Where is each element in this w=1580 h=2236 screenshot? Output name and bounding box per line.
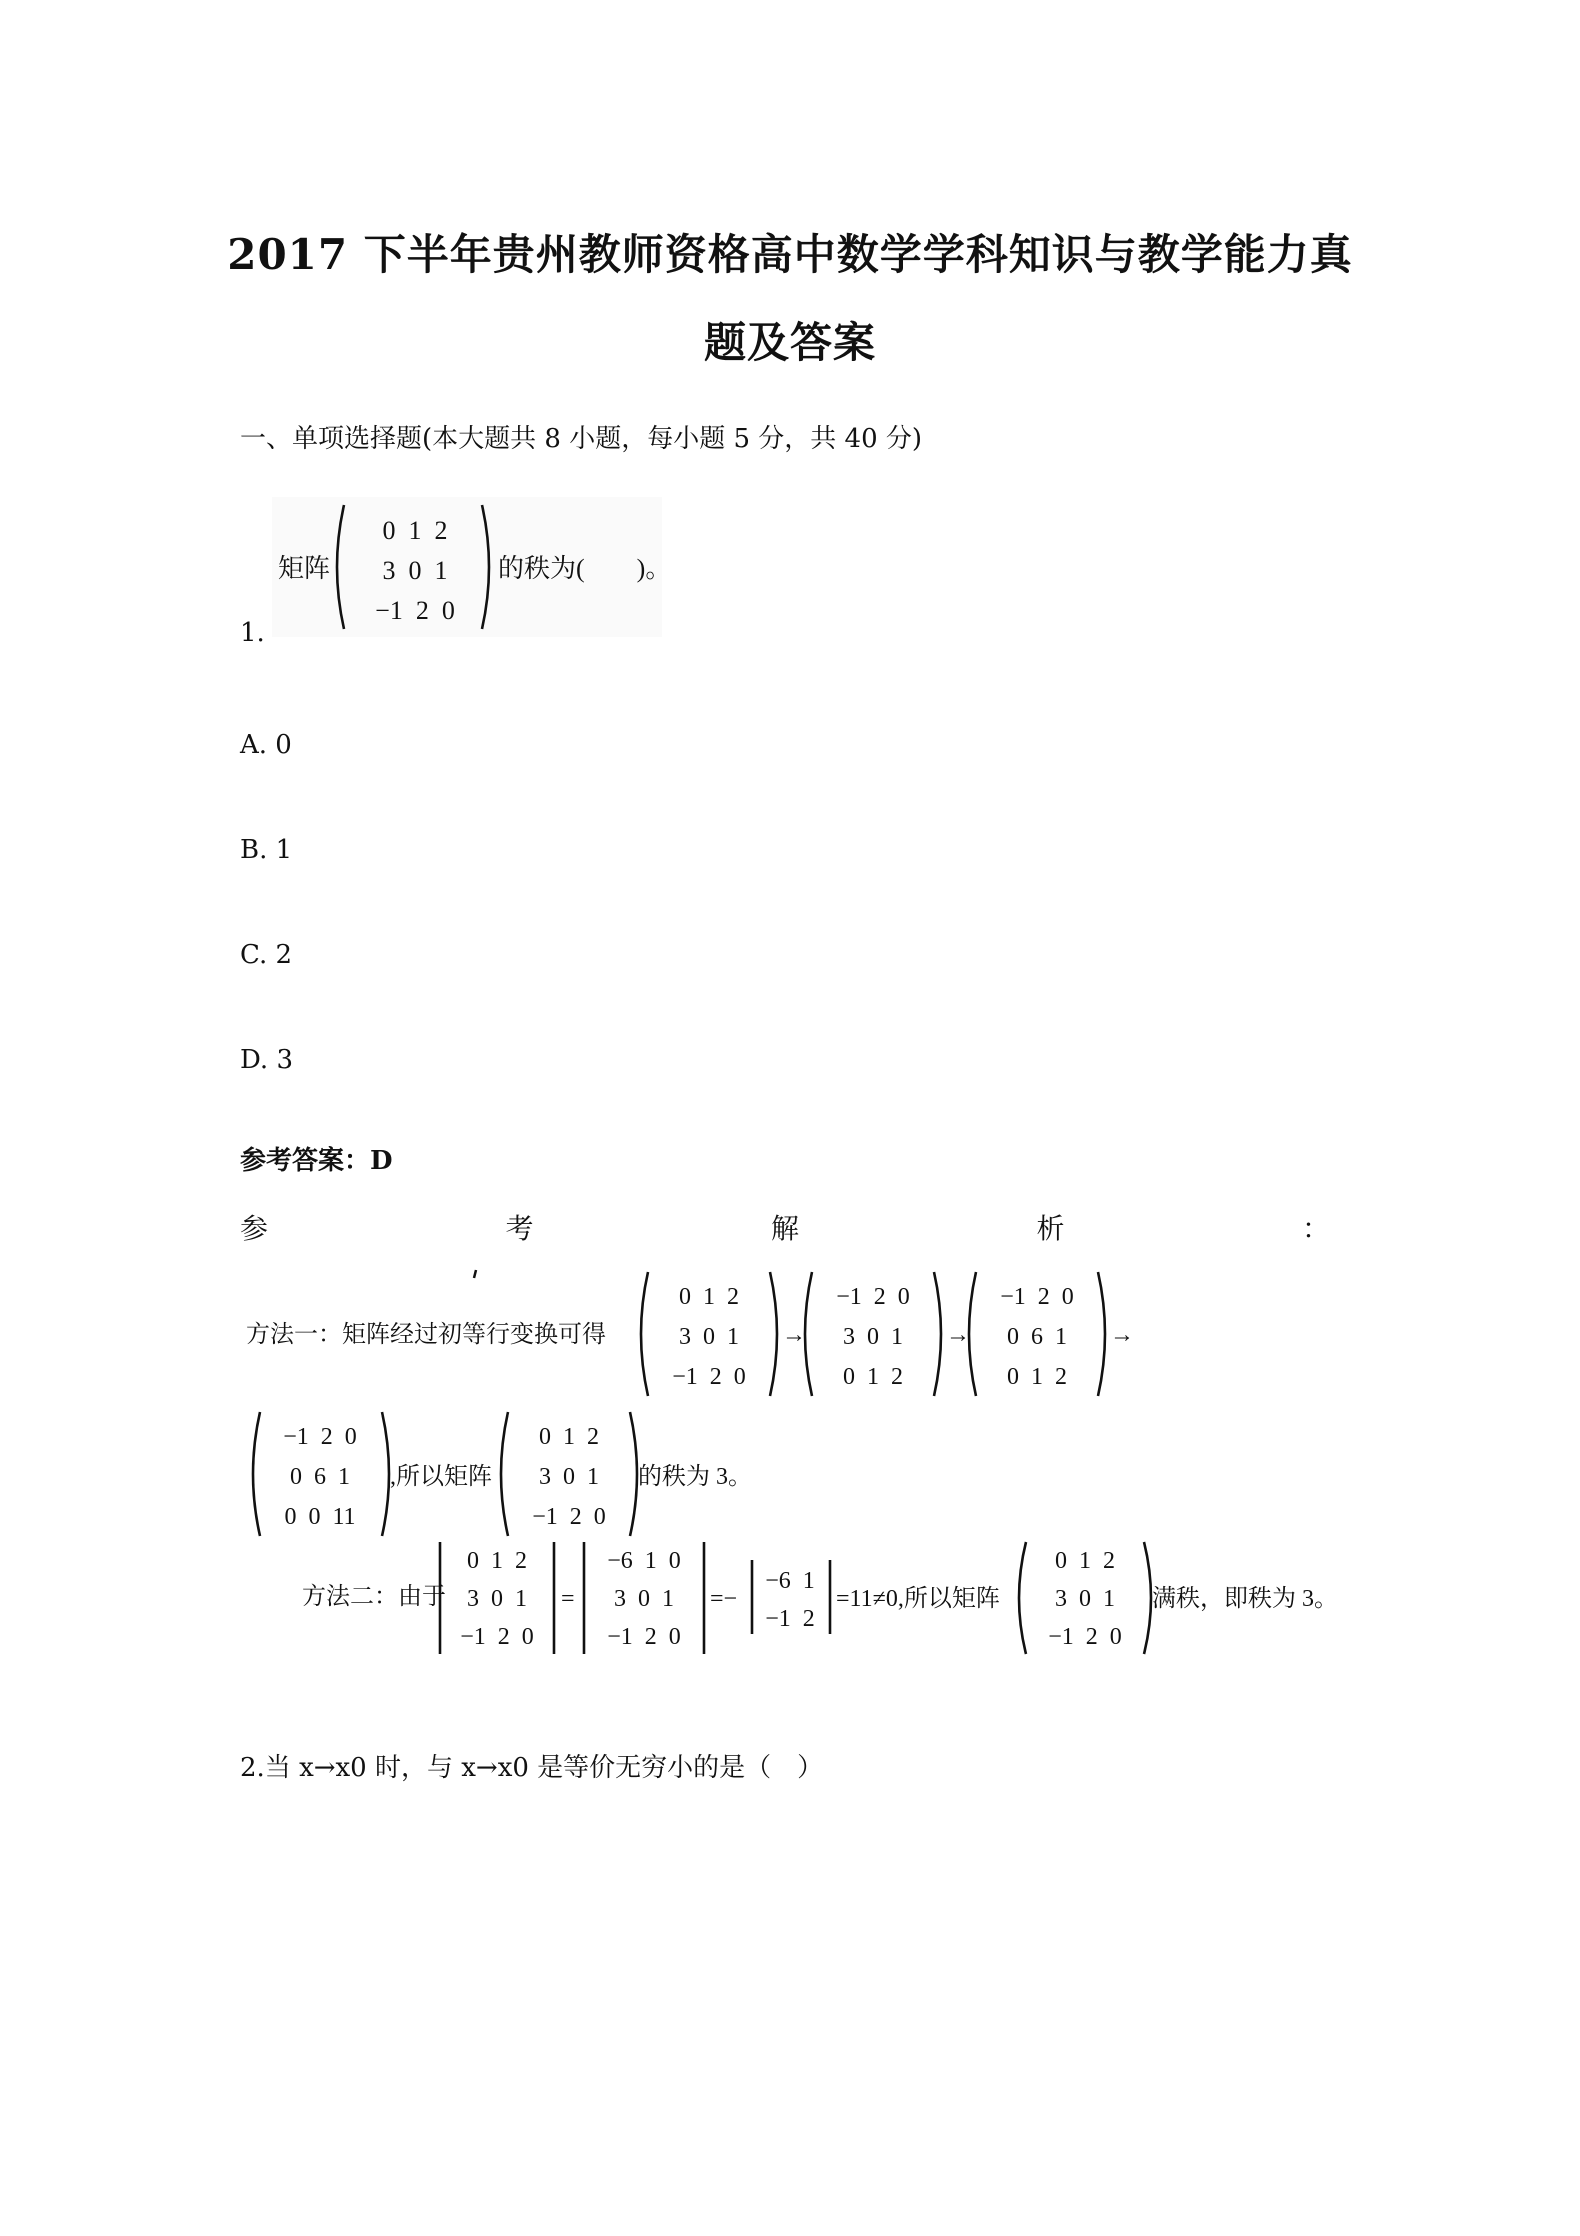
m6-row: 3 0 1 (1055, 1586, 1115, 1612)
document-title-line1: 2017 下半年贵州教师资格高中数学学科知识与教学能力真 (227, 230, 1353, 279)
section-heading: 一、单项选择题(本大题共 8 小题，每小题 5 分，共 40 分) (240, 424, 923, 454)
equals-sign: = (561, 1586, 575, 1612)
m6-row: 0 1 2 (1055, 1548, 1115, 1574)
transform-arrow: → (1110, 1322, 1134, 1348)
analysis-char: 考 (505, 1212, 534, 1245)
equals-negative: =− (710, 1586, 738, 1612)
option-c: C. 2 (240, 940, 293, 970)
m1-left-bracket (641, 1272, 648, 1396)
method1-label: 方法一：矩阵经过初等行变换可得 (246, 1322, 606, 1348)
m6-left-bracket (1019, 1542, 1026, 1654)
d1-row: 0 1 2 (467, 1548, 527, 1574)
analysis-heading (240, 1207, 1330, 1247)
m3-row: 0 6 1 (1007, 1324, 1067, 1350)
m2-right-bracket (934, 1272, 941, 1396)
m1-row: −1 2 0 (672, 1364, 746, 1390)
full-rank-text: 满秩，即秩为 3。 (1152, 1586, 1338, 1612)
m5-row: 0 1 2 (539, 1424, 599, 1450)
m5-row: 3 0 1 (539, 1464, 599, 1490)
d3-row: −6 1 (765, 1568, 815, 1594)
option-b: B. 1 (240, 835, 293, 865)
d2-row: 3 0 1 (614, 1586, 674, 1612)
analysis-char: 析 (1036, 1212, 1065, 1245)
option-d: D. 3 (240, 1045, 293, 1075)
m3-left-bracket (969, 1272, 976, 1396)
d2-row: −6 1 0 (607, 1548, 681, 1574)
q1-matrix-row: 3 0 1 (382, 556, 448, 585)
m5-right-bracket (630, 1412, 637, 1536)
so-matrix-text: ,所以矩阵 (390, 1464, 492, 1490)
m3-row: −1 2 0 (1000, 1284, 1074, 1310)
m2-row: −1 2 0 (836, 1284, 910, 1310)
analysis-char: 解 (770, 1212, 799, 1245)
question2-text: 2.当 x→x0 时，与 x→x0 是等价无穷小的是（ ） (240, 1753, 824, 1783)
m1-row: 3 0 1 (679, 1324, 739, 1350)
m4-right-bracket (382, 1412, 389, 1536)
d1-row: −1 2 0 (460, 1624, 534, 1650)
m6-row: −1 2 0 (1048, 1624, 1122, 1650)
reference-answer: 参考答案：D (240, 1146, 393, 1176)
solution-figure (240, 1262, 1340, 1662)
transform-arrow: → (782, 1322, 806, 1348)
d2-row: −1 2 0 (607, 1624, 681, 1650)
result-text: =11≠0,所以矩阵 (836, 1586, 1000, 1612)
d1-row: 3 0 1 (467, 1586, 527, 1612)
m5-left-bracket (501, 1412, 508, 1536)
rank-text: 的秩为 3。 (638, 1464, 752, 1490)
q1-matrix-row: 0 1 2 (382, 516, 448, 545)
question1-number: 1. (240, 618, 265, 648)
m4-left-bracket (253, 1412, 260, 1536)
stray-mark (474, 1270, 476, 1278)
m4-row: 0 0 11 (284, 1504, 356, 1530)
option-a: A. 0 (240, 730, 292, 760)
m4-row: 0 6 1 (290, 1464, 350, 1490)
question1-matrix-figure (272, 497, 672, 637)
m5-row: −1 2 0 (532, 1504, 606, 1530)
d3-row: −1 2 (765, 1606, 815, 1632)
document-title-line2: 题及答案 (703, 318, 876, 367)
q1-prefix-text: 矩阵 (278, 554, 331, 583)
m3-row: 0 1 2 (1007, 1364, 1067, 1390)
m6-right-bracket (1144, 1542, 1151, 1654)
analysis-char: ： (1301, 1212, 1330, 1245)
transform-arrow: → (946, 1322, 970, 1348)
m3-right-bracket (1098, 1272, 1105, 1396)
m2-row: 0 1 2 (843, 1364, 903, 1390)
analysis-char: 参 (240, 1212, 269, 1245)
m4-row: −1 2 0 (283, 1424, 357, 1450)
m1-right-bracket (770, 1272, 777, 1396)
q1-suffix-text: 的秩为( )。 (498, 554, 672, 583)
q1-matrix-row: −1 2 0 (375, 596, 455, 625)
m2-left-bracket (805, 1272, 812, 1396)
method2-label: 方法二：由于 (302, 1584, 446, 1610)
m2-row: 3 0 1 (843, 1324, 903, 1350)
m1-row: 0 1 2 (679, 1284, 739, 1310)
